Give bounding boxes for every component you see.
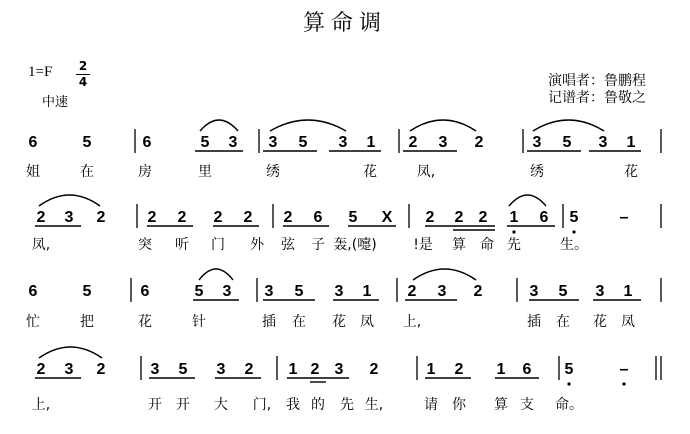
lyric-syllable: 花 bbox=[332, 314, 346, 330]
note: 2 bbox=[473, 283, 483, 300]
note: 5 bbox=[298, 134, 308, 151]
lyric-syllable: 凤, bbox=[416, 164, 436, 180]
note: 3 bbox=[338, 134, 348, 151]
slur bbox=[509, 195, 546, 206]
note: 3 bbox=[334, 361, 344, 378]
note: 3 bbox=[595, 283, 605, 300]
lyric-syllable: 支 bbox=[520, 397, 534, 413]
note: 6 bbox=[140, 283, 150, 300]
note: 2 bbox=[283, 209, 293, 226]
lyric-syllable: 弦 bbox=[281, 237, 295, 253]
note: X bbox=[381, 209, 393, 226]
note: – bbox=[619, 361, 629, 378]
note: 2 bbox=[244, 361, 254, 378]
note: 3 bbox=[64, 361, 74, 378]
note: 5 bbox=[294, 283, 304, 300]
lyric-syllable: 在 bbox=[556, 314, 570, 330]
note: 1 bbox=[366, 134, 376, 151]
lyric-syllable: 插 bbox=[262, 314, 276, 330]
octave-dot bbox=[622, 382, 625, 385]
lyric-syllable: 门, bbox=[252, 397, 272, 413]
note: 2 bbox=[369, 361, 379, 378]
note: 1 bbox=[626, 134, 636, 151]
lyric-syllable: 算 bbox=[494, 397, 508, 413]
note: 2 bbox=[36, 361, 46, 378]
lyric-syllable: 姐 bbox=[26, 164, 40, 180]
note: 3 bbox=[64, 209, 74, 226]
lyric-syllable: 开 bbox=[148, 397, 162, 413]
tempo-marking: 中速 bbox=[42, 95, 69, 110]
note: 5 bbox=[558, 283, 568, 300]
note: 2 bbox=[474, 134, 484, 151]
note: 5 bbox=[82, 134, 92, 151]
lyric-syllable: 里 bbox=[198, 164, 212, 180]
note: 6 bbox=[539, 209, 549, 226]
note: 2 bbox=[96, 361, 106, 378]
note: 3 bbox=[216, 361, 226, 378]
note: 2 bbox=[454, 209, 464, 226]
lyric-syllable: 外 bbox=[250, 237, 264, 253]
notator-credit: 记谱者：鲁敬之 bbox=[548, 90, 646, 106]
note: – bbox=[619, 209, 629, 226]
note: 3 bbox=[264, 283, 274, 300]
note: 2 bbox=[478, 209, 488, 226]
slur bbox=[39, 195, 100, 206]
note: 1 bbox=[426, 361, 436, 378]
note: 3 bbox=[222, 283, 232, 300]
lyric-syllable: !是 bbox=[413, 237, 433, 253]
octave-dot bbox=[572, 230, 575, 233]
note: 2 bbox=[177, 209, 187, 226]
lyric-syllable: 上, bbox=[402, 314, 422, 330]
lyric-syllable: 你 bbox=[452, 397, 466, 413]
song-title: 算命调 bbox=[302, 11, 387, 36]
note: 6 bbox=[313, 209, 323, 226]
note: 5 bbox=[178, 361, 188, 378]
note: 2 bbox=[408, 134, 418, 151]
note: 6 bbox=[522, 361, 532, 378]
lyric-syllable: 命 bbox=[480, 237, 494, 253]
lyric-syllable: 大 bbox=[214, 397, 228, 413]
note: 2 bbox=[407, 283, 417, 300]
slur bbox=[270, 120, 346, 131]
note: 5 bbox=[564, 361, 574, 378]
slur bbox=[413, 269, 476, 280]
note: 1 bbox=[288, 361, 298, 378]
lyric-syllable: 先 bbox=[340, 397, 354, 413]
key-signature: 1=F bbox=[28, 64, 53, 80]
octave-dot bbox=[512, 230, 515, 233]
lyric-syllable: 忙 bbox=[26, 314, 40, 330]
lyric-syllable: 生, bbox=[364, 397, 384, 413]
note: 5 bbox=[562, 134, 572, 151]
singer-credit: 演唱者：鲁鹏程 bbox=[548, 73, 646, 89]
note: 3 bbox=[228, 134, 238, 151]
lyric-syllable: 听 bbox=[175, 237, 189, 253]
note: 5 bbox=[348, 209, 358, 226]
note: 3 bbox=[438, 134, 448, 151]
lyric-syllable: 凤, bbox=[31, 237, 51, 253]
lyric-syllable: 门 bbox=[211, 237, 225, 253]
slur bbox=[533, 120, 604, 131]
note: 3 bbox=[532, 134, 542, 151]
note: 1 bbox=[496, 361, 506, 378]
note: 3 bbox=[437, 283, 447, 300]
slur bbox=[199, 269, 233, 280]
lyric-syllable: 绣 bbox=[266, 164, 280, 180]
note: 2 bbox=[147, 209, 157, 226]
note: 2 bbox=[310, 361, 320, 378]
lyric-syllable: 上, bbox=[31, 397, 51, 413]
note: 5 bbox=[194, 283, 204, 300]
slur bbox=[410, 120, 476, 131]
note: 1 bbox=[623, 283, 633, 300]
lyric-syllable: 命。 bbox=[555, 397, 583, 413]
note: 6 bbox=[28, 134, 38, 151]
note: 2 bbox=[454, 361, 464, 378]
note: 2 bbox=[425, 209, 435, 226]
slur bbox=[39, 347, 102, 358]
lyric-syllable: 突 bbox=[138, 237, 152, 253]
note: 5 bbox=[200, 134, 210, 151]
slur bbox=[200, 120, 238, 131]
note: 3 bbox=[529, 283, 539, 300]
note: 3 bbox=[150, 361, 160, 378]
octave-dot bbox=[567, 382, 570, 385]
lyric-syllable: 在 bbox=[292, 314, 306, 330]
lyric-syllable: 针 bbox=[192, 314, 206, 330]
note: 2 bbox=[36, 209, 46, 226]
note: 2 bbox=[213, 209, 223, 226]
lyric-syllable: 算 bbox=[452, 237, 466, 253]
note: 3 bbox=[598, 134, 608, 151]
lyric-syllable: 花 bbox=[624, 164, 638, 180]
lyric-syllable: 房 bbox=[138, 164, 152, 180]
lyric-syllable: 在 bbox=[80, 164, 94, 180]
lyric-syllable: 轰,(嚏) bbox=[333, 237, 377, 253]
note: 2 bbox=[96, 209, 106, 226]
lyric-syllable: 插 bbox=[527, 314, 541, 330]
lyric-syllable: 开 bbox=[176, 397, 190, 413]
note: 2 bbox=[243, 209, 253, 226]
note: 6 bbox=[142, 134, 152, 151]
lyric-syllable: 把 bbox=[80, 314, 94, 330]
note: 3 bbox=[334, 283, 344, 300]
meter-denominator: 4 bbox=[78, 75, 88, 89]
note: 1 bbox=[509, 209, 519, 226]
lyric-syllable: 我 bbox=[286, 397, 300, 413]
lyric-syllable: 花 bbox=[138, 314, 152, 330]
lyric-syllable: 请 bbox=[424, 397, 438, 413]
note: 5 bbox=[569, 209, 579, 226]
lyric-syllable: 的 bbox=[311, 397, 325, 413]
note: 5 bbox=[82, 283, 92, 300]
note: 1 bbox=[362, 283, 372, 300]
lyric-syllable: 先 bbox=[507, 237, 521, 253]
lyric-syllable: 花 bbox=[593, 314, 607, 330]
meter-numerator: 2 bbox=[78, 59, 88, 73]
note: 6 bbox=[28, 283, 38, 300]
lyric-syllable: 子 bbox=[311, 237, 325, 253]
lyric-syllable: 凤 bbox=[360, 314, 374, 330]
lyric-syllable: 绣 bbox=[530, 164, 544, 180]
lyric-syllable: 花 bbox=[363, 164, 377, 180]
lyric-syllable: 凤 bbox=[621, 314, 635, 330]
note: 3 bbox=[268, 134, 278, 151]
lyric-syllable: 生。 bbox=[560, 237, 588, 253]
